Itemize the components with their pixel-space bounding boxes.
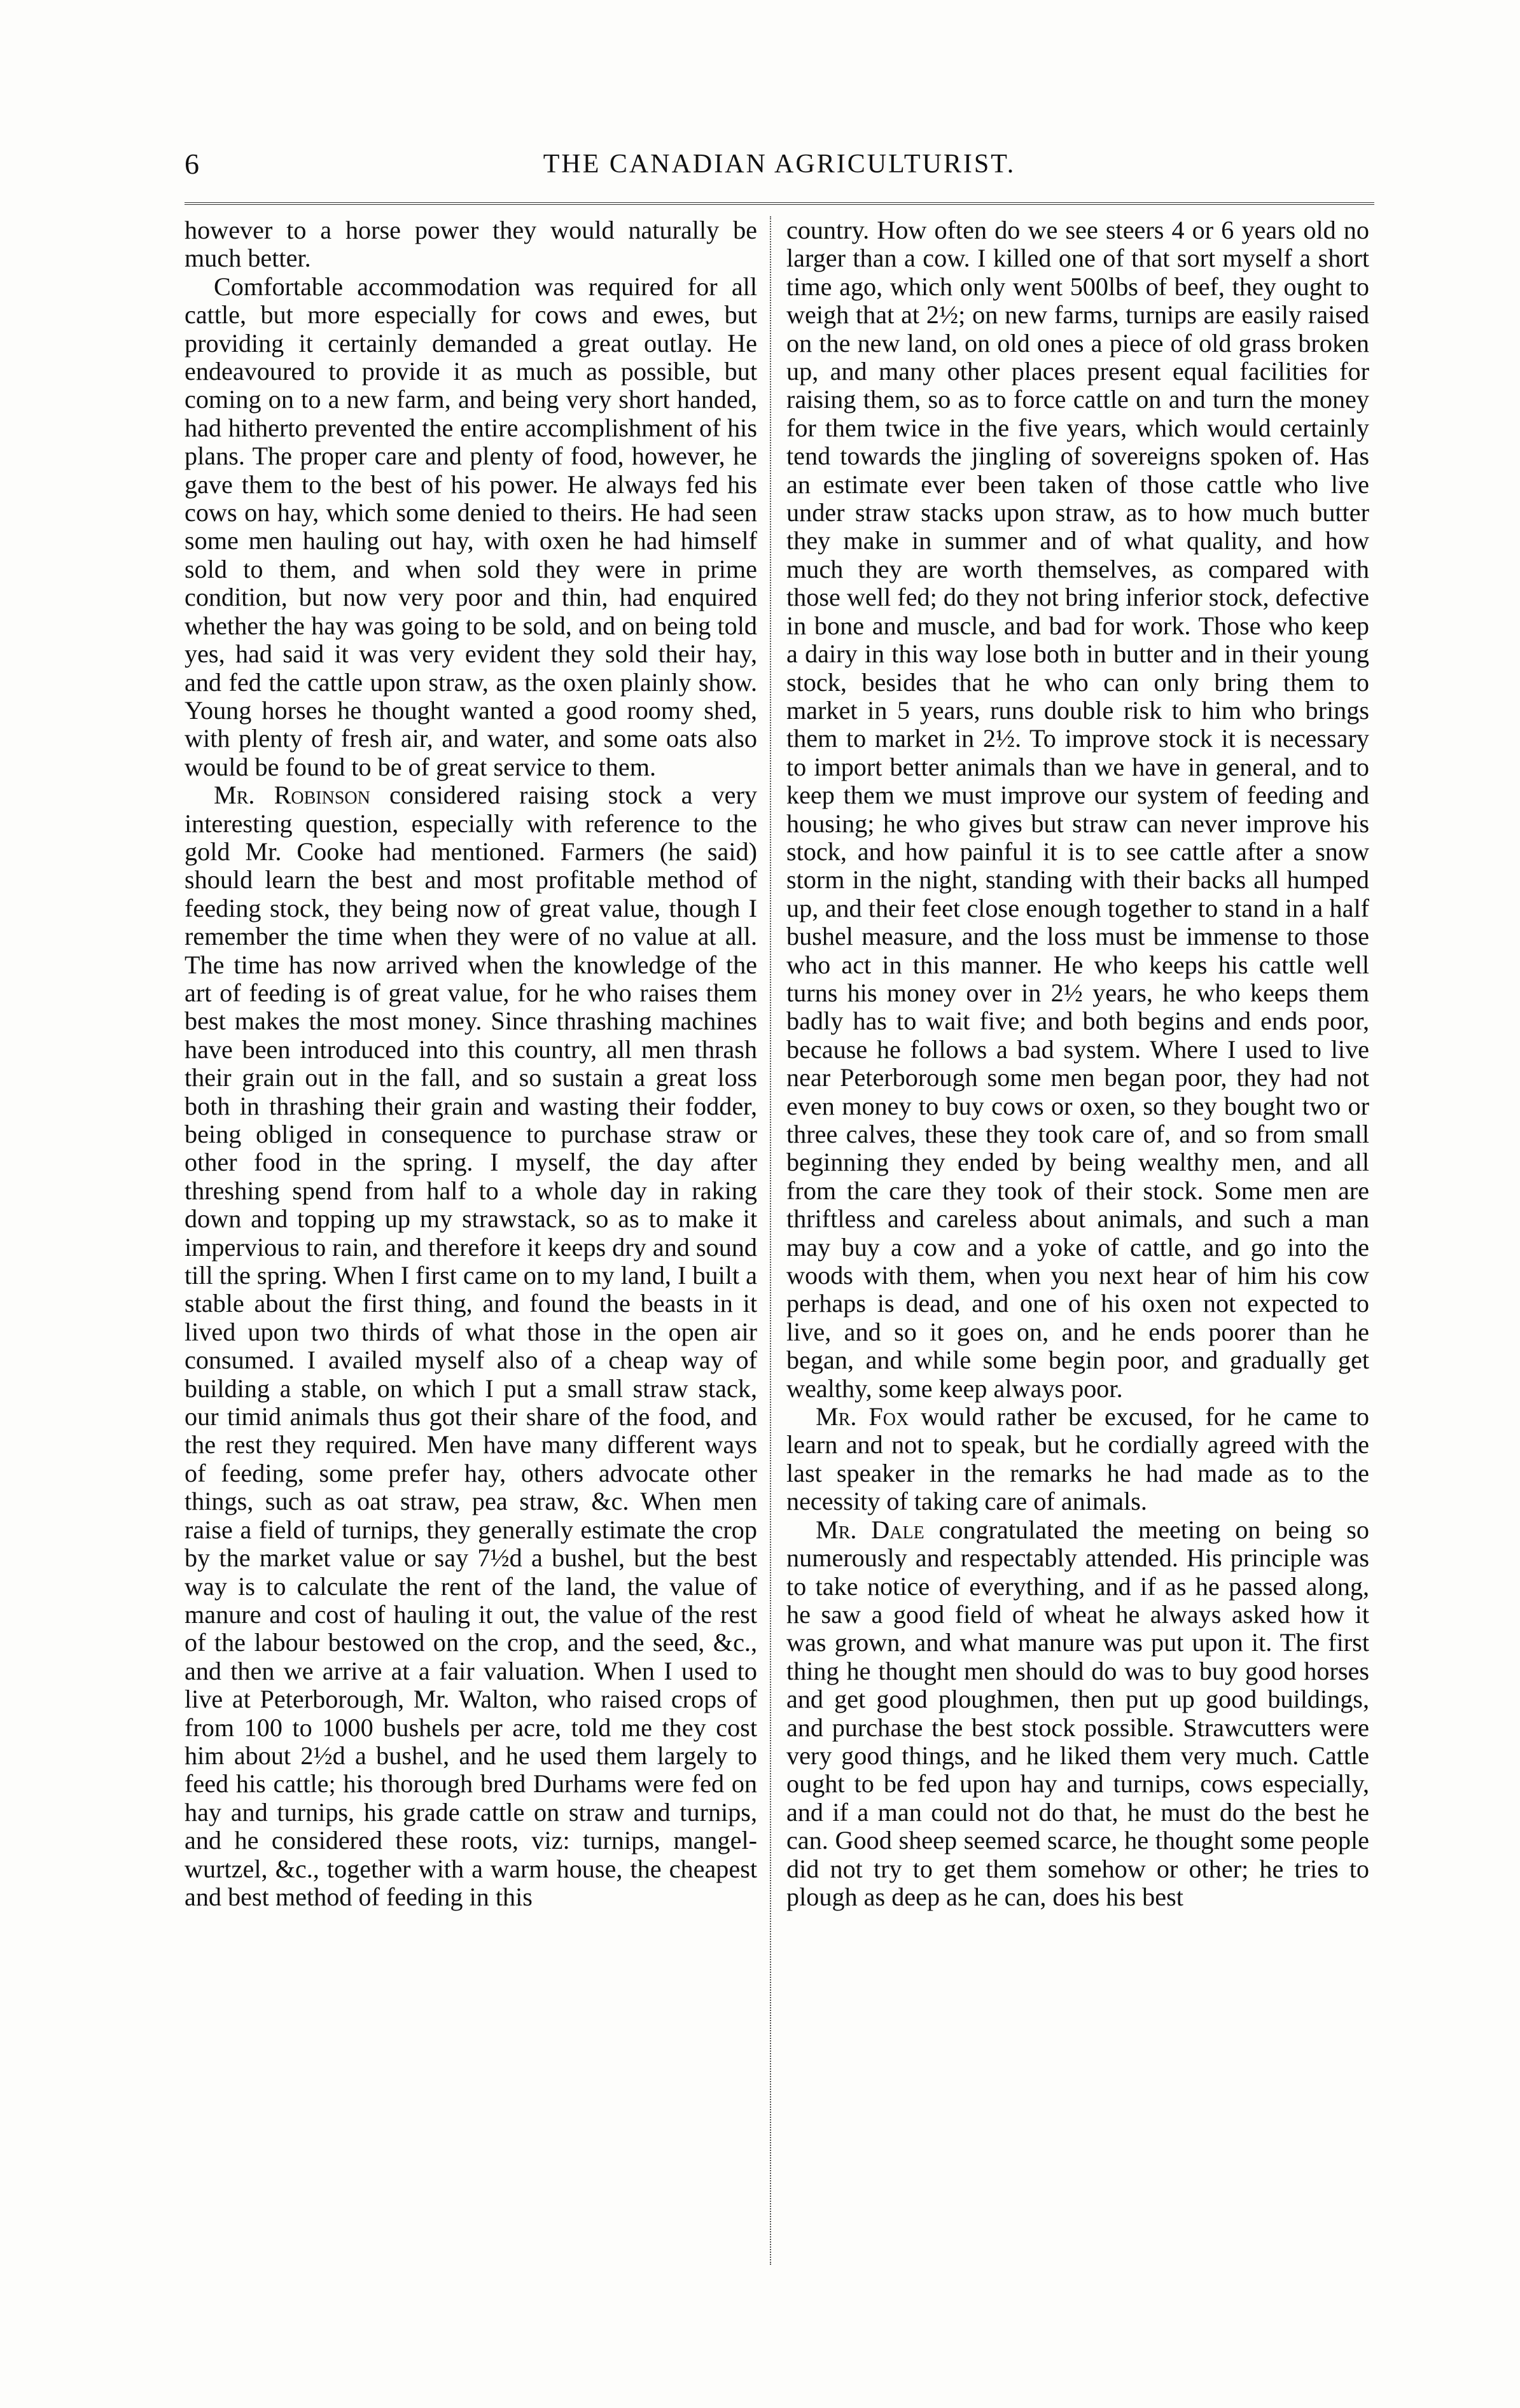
right-paragraph-1: country. How often do we see steers 4 or 6 years old no larger than a cow. I killed one of that sort myself a short time ago, which only went 500lbs of beef, they ought to weigh that at 2½; on new farms, turnips are easily raised on the new land, on old ones a piece of old grass broken up, and many other places present equal facilities for raising them, so as to force cattle on and turn the money for them twice in the five years, which would certainly tend towards the jingling of sovereigns spoken of. Has an estimate ever been taken of those cattle who live under straw stacks upon straw, as to how much butter they make in summer and of what quality, and how much they are worth themselves, as compared with those well fed; do they not bring inferior stock, defective in bone and muscle, and bad for work. Those who keep a dairy in this way lose both in butter and in their young stock, besides that he who can only bring them to market in 5 years, runs double risk to him who brings them to market in 2½. To improve stock it is necessary to import better animals than we have in general, and to keep them we must improve our system of feeding and housing; he who gives but straw can never improve his stock, and how painful it is to see cattle after a snow storm in the night, standing with their backs all humped up, and their feet close enough together to stand in a half bushel measure, and the loss must be immense to those who act in this manner. He who keeps his cattle well turns his money over in 2½ years, he who keeps them badly has to wait five; and both begins and ends poor, because he follows a bad system. Where I used to live near Peterborough some men began poor, they had not even money to buy cows or oxen, so they bought two or three calves, these they took care of, and so from small beginning they ended by being wealthy men, and all from the care they took of their stock. Some men are thriftless and careless about animals, and such a man may buy a cow and a yoke of cattle, and go into the woods with them, when you next hear of him his cow perhaps is dead, and one of his oxen not expected to live, and so it goes on, and he ends poorer than he began, and while some begin poor, and gradually get wealthy, some keep always poor. — [786, 216, 1369, 1403]
speaker-name: Mr. Dale — [816, 1515, 924, 1544]
running-head — [185, 145, 1374, 190]
speaker-name: Mr. Robinson — [214, 781, 370, 810]
left-paragraph-2: Comfortable accommodation was required for all cattle, but more especially for cows and ewes, but providing it certainly demanded a great outlay. He endeavoured to provide it as much as possible, but coming on to a new farm, and being very short handed, had hitherto prevented the entire accomplishment of his plans. The proper care and plenty of food, however, he gave them to the best of his power. He always fed his cows on hay, which some denied to theirs. He had seen some men hauling out hay, with oxen he had himself sold to them, and when sold they were in prime condition, but now very poor and thin, had enquired whether the hay was going to be sold, and on being told yes, had said it was very evident they sold their hay, and fed the cattle upon straw, as the oxen plainly show. Young horses he thought wanted a good roomy shed, with plenty of fresh air, and water, and some oats also would be found to be of great service to them. — [185, 272, 757, 781]
header-rule — [185, 202, 1374, 205]
right-paragraph-3 — [786, 1516, 1369, 1912]
column-divider — [770, 216, 771, 2265]
left-paragraph-3-text: considered raising stock a very interesting question, especially with reference to the gold Mr. Cooke had mentioned. Farmers (he said) should learn the best and most profitable method of feeding stock, they being now of great value, though I remember the time when they were of no value at all. The time has now arrived when the knowledge of the art of feeding is of great value, for he who raises them best makes the most money. Since thrashing machines have been introduced into this country, all men thrash their grain out in the fall, and so sustain a great loss both in thrashing their grain and wasting their fodder, being obliged in consequence to purchase straw or other food in the spring. I myself, the day after threshing spend from half to a whole day in raking down and topping up my strawstack, so as to make it impervious to rain, and therefore it keeps dry and sound till the spring. When I first came on to my land, I built a stable about the first thing, and found the beasts in it lived upon two thirds of what those in the open air consumed. I availed myself also of a cheap way of building a stable, on which I put a small straw stack, our timid animals thus got their share of the food, and the rest they required. Men have many different ways of feeding, some prefer hay, others advocate other things, such as oat straw, pea straw, &c. When men raise a field of turnips, they generally estimate the crop by the market value or say 7½d a bushel, but the best way is to calculate the rent of the land, the value of manure and cost of hauling it out, the value of the rest of the labour bestowed on the crop, and the seed, &c., and then we arrive at a fair valuation. When I used to live at Peterborough, Mr. Walton, who raised crops of from 100 to 1000 bushels per acre, told me they cost him about 2½d a bushel, and he used them largely to feed his cattle; his thorough bred Durhams were fed on hay and turnips, his grade cattle on straw and turnips, and he considered these roots, viz: turnips, mangel-wurtzel, &c., together with a warm house, the cheapest and best method of feeding in this — [185, 781, 757, 1911]
running-title: THE CANADIAN AGRICULTURIST. — [543, 150, 1016, 179]
speaker-name: Mr. Fox — [816, 1402, 909, 1431]
right-paragraph-2-text: would rather be excused, for he came to learn and not to speak, but he cordially agreed with the last speaker in the remarks he had made as to the necessity of taking care of animals. — [786, 1402, 1370, 1516]
right-paragraph-2 — [786, 1403, 1369, 1516]
right-paragraph-3-text: congratulated the meeting on being so numerously and respectably attended. His principle was to take notice of everything, and if as he passed along, he saw a good field of wheat he always asked how it was grown, and what manure was put upon it. The first thing he thought men should do was to buy good horses and get good ploughmen, then put up good buildings, and purchase the best stock possible. Strawcutters were very good things, and he liked them very much. Cattle ought to be fed upon hay and turnips, cows especially, and if a man could not do that, he must do the best he can. Good sheep seemed scarce, he thought some people did not try to get them somehow or other; he tries to plough as deep as he can, does his best — [786, 1515, 1370, 1911]
page-number: 6 — [185, 148, 199, 180]
left-paragraph-1: however to a horse power they would naturally be much better. — [185, 216, 757, 273]
left-paragraph-3 — [185, 781, 757, 1911]
right-column — [786, 216, 1369, 1911]
left-column — [185, 216, 757, 1911]
